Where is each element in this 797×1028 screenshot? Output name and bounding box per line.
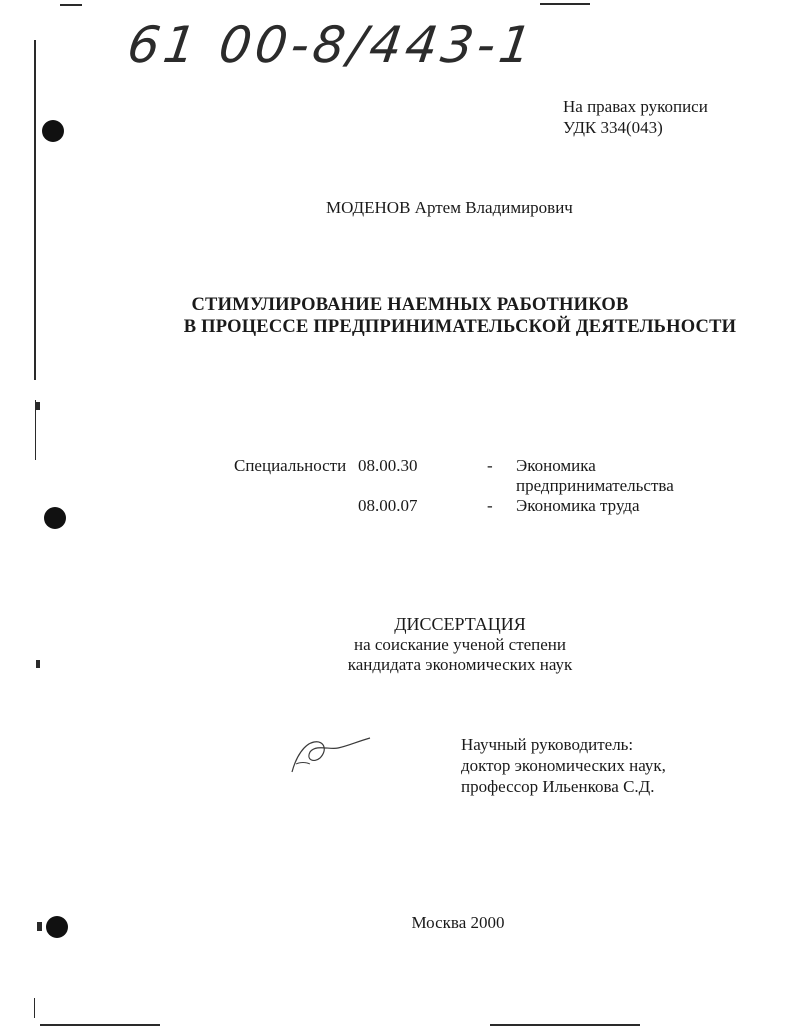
punch-hole-top (42, 120, 64, 142)
dissertation-degree-line1: на соискание ученой степени (353, 635, 567, 654)
punch-hole-bottom (46, 916, 68, 938)
dissertation-title-line2: В ПРОЦЕССЕ ПРЕДПРИНИМАТЕЛЬСКОЙ ДЕЯТЕЛЬНОСТИ (183, 317, 737, 337)
dissertation-heading: ДИССЕРТАЦИЯ (394, 614, 526, 634)
specialties-label: Специальности (234, 456, 347, 475)
specialty-dash-1: - (487, 456, 493, 475)
supervisor-degree: доктор экономических наук, (461, 756, 666, 775)
scan-tick-2 (36, 660, 40, 668)
punch-hole-middle (44, 507, 66, 529)
rights-note: На правах рукописи (563, 97, 708, 116)
dissertation-degree-line2: кандидата экономических наук (347, 655, 573, 674)
scan-left-border (34, 40, 36, 380)
specialty-name-2: Экономика труда (516, 496, 640, 515)
supervisor-name: профессор Ильенкова С.Д. (461, 777, 655, 796)
specialty-name-1-cont: предпринимательства (516, 476, 674, 495)
archive-mark-handwritten: 61 00-8/443-1 (123, 16, 540, 74)
specialty-name-1: Экономика (516, 456, 596, 475)
author-name: МОДЕНОВ Артем Владимирович (326, 198, 573, 217)
specialty-dash-2: - (487, 496, 493, 515)
scan-tick-1 (36, 402, 40, 410)
city-year: Москва 2000 (411, 913, 505, 932)
supervisor-label: Научный руководитель: (461, 735, 634, 754)
scan-bottom-edge-right (490, 1024, 640, 1026)
specialty-code-1: 08.00.30 (358, 456, 418, 475)
dissertation-title-line1: СТИМУЛИРОВАНИЕ НАЕМНЫХ РАБОТНИКОВ (191, 295, 629, 315)
scan-bottom-edge (40, 1024, 160, 1026)
scan-left-border-bottom (34, 998, 35, 1018)
scan-top-edge-right (540, 3, 590, 5)
scan-top-edge (60, 4, 82, 6)
scan-tick-3 (37, 922, 42, 931)
specialty-code-2: 08.00.07 (358, 496, 418, 515)
udk-code: УДК 334(043) (563, 118, 663, 137)
supervisor-signature (286, 732, 376, 777)
